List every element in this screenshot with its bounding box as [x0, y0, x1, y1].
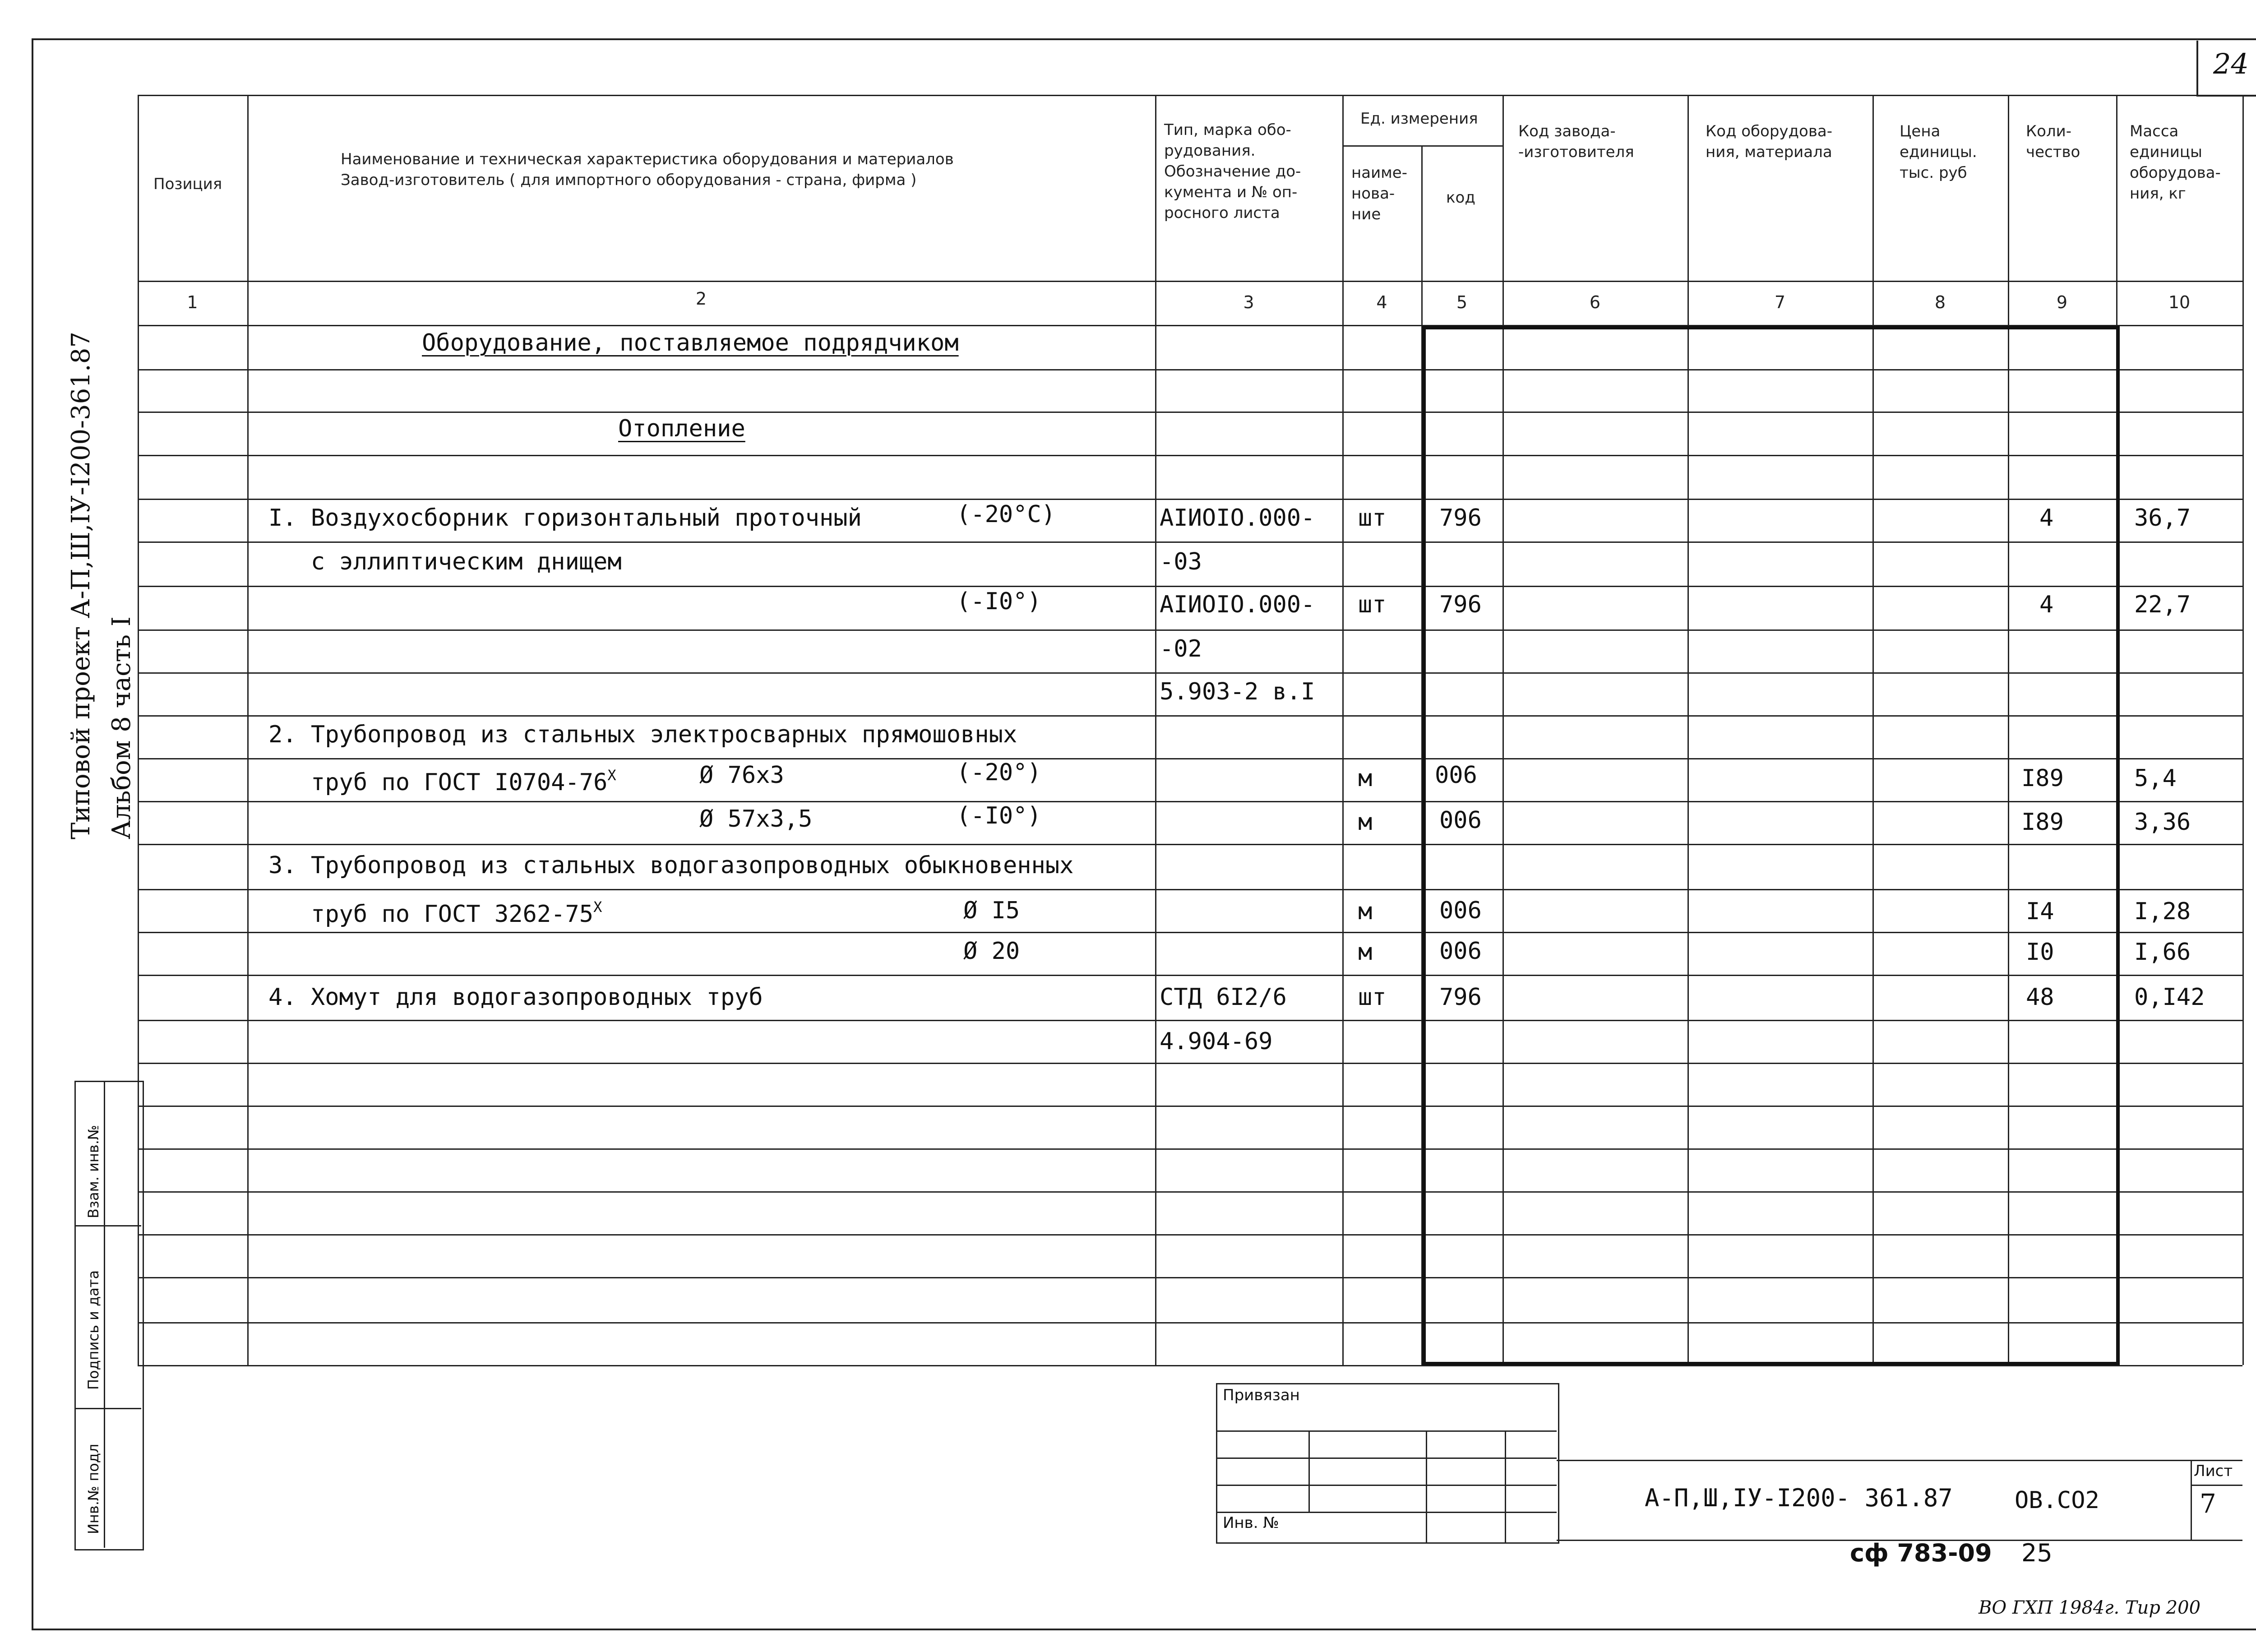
- item-qty: I89: [2021, 765, 2064, 792]
- item-mass: I,28: [2134, 898, 2191, 925]
- stamp-sign-date: Подпись и дата: [85, 1270, 102, 1390]
- item-code: 796: [1439, 984, 1482, 1011]
- item-doc: АIИОIO.000-: [1160, 591, 1315, 618]
- item-diameter: Ø 20: [963, 938, 1020, 965]
- header-unit-name: наиме- нова- ние: [1351, 164, 1407, 223]
- item-note: (-I0°): [957, 588, 1041, 615]
- item-qty: I89: [2021, 809, 2064, 836]
- item-doc: 4.904-69: [1160, 1028, 1273, 1055]
- col-number: 10: [2168, 292, 2191, 312]
- footer-print-note: ВО ГХП 1984г. Тир 200: [1979, 1597, 2201, 1618]
- stamp-code: ОВ.СО2: [2015, 1487, 2099, 1514]
- stamp-inv-label: Инв. №: [1223, 1514, 1279, 1532]
- item-unit: шт: [1358, 984, 1387, 1011]
- header-position: Позиция: [153, 175, 222, 193]
- col-number: 5: [1456, 292, 1468, 312]
- item-mass: I,66: [2134, 939, 2191, 966]
- item-doc: АIИОIO.000-: [1160, 504, 1315, 532]
- header-price: Цена единицы. тыс. руб: [1900, 122, 1977, 182]
- col-number: 1: [187, 292, 198, 312]
- header-unit: Ед. измерения: [1360, 110, 1478, 128]
- item-doc: -03: [1160, 548, 1202, 575]
- col-number: 8: [1934, 292, 1946, 312]
- item-code: 796: [1439, 591, 1482, 618]
- item-unit: м: [1358, 939, 1373, 966]
- stamp-bound-label: Привязан: [1223, 1386, 1300, 1404]
- item-mass: 36,7: [2134, 504, 2191, 532]
- item-name: с эллиптическим днищем: [268, 548, 622, 575]
- item-qty: 48: [2026, 984, 2054, 1011]
- item-mass: 0,I42: [2134, 984, 2205, 1011]
- item-diameter: Ø 57x3,5: [699, 805, 813, 833]
- header-unit-code: код: [1446, 189, 1475, 207]
- header-quantity: Коли- чество: [2026, 122, 2080, 161]
- item-unit: шт: [1358, 591, 1387, 618]
- col-number: 7: [1774, 292, 1786, 312]
- header-equipment-code: Код оборудова- ния, материала: [1706, 122, 1832, 161]
- item-diameter: Ø I5: [963, 897, 1020, 924]
- side-title-line1: Типовой проект А-П,Ш,IУ-I200-361.87: [66, 332, 96, 839]
- header-name-line1: Наименование и техническая характеристика оборудования и материалов: [341, 150, 954, 168]
- header-factory-code: Код завода- -изготовителя: [1518, 122, 1634, 161]
- col-number: 9: [2056, 292, 2068, 312]
- item-unit: м: [1358, 809, 1373, 836]
- footer-order: сф 783-09: [1850, 1539, 1992, 1567]
- col-number: 3: [1243, 292, 1254, 312]
- header-name-line2: Завод-изготовитель ( для импортного оборудования - страна, фирма ): [341, 171, 917, 189]
- item-name: 4. Хомут для водогазопроводных труб: [268, 984, 763, 1011]
- item-name: 2. Трубопровод из стальных электросварных прямошовных: [268, 721, 1017, 748]
- bold-code-box: [1422, 326, 2120, 1365]
- item-code: 796: [1439, 504, 1482, 532]
- section-heading: Оборудование, поставляемое подрядчиком: [422, 329, 959, 356]
- stamp-designation: А-П,Ш,IУ-I200- 361.87: [1645, 1484, 1953, 1512]
- item-unit: м: [1358, 765, 1373, 792]
- item-code: 006: [1439, 897, 1482, 924]
- item-name: труб по ГОСТ $I0704-76^X$: [268, 767, 616, 796]
- item-mass: 3,36: [2134, 809, 2191, 836]
- section-heading: Отопление: [618, 415, 745, 442]
- item-mass: 5,4: [2134, 765, 2177, 792]
- item-diameter: Ø 76x3: [699, 762, 784, 789]
- footer-number: 25: [2021, 1539, 2053, 1567]
- item-name: труб по ГОСТ $3262-75^X$: [268, 898, 602, 928]
- item-unit: шт: [1358, 504, 1387, 532]
- item-unit: м: [1358, 898, 1373, 925]
- stamp-sheet-label: Лист: [2194, 1462, 2233, 1480]
- item-qty: 4: [2039, 504, 2054, 532]
- header-mass: Масса единицы оборудова- ния, кг: [2130, 122, 2221, 203]
- item-doc: -02: [1160, 635, 1202, 662]
- item-code: 006: [1435, 762, 1477, 789]
- stamp-sheet-value: 7: [2200, 1488, 2216, 1519]
- item-note: (-20°C): [957, 501, 1056, 528]
- item-name: 3. Трубопровод из стальных водогазопроводных обыкновенных: [268, 852, 1074, 879]
- item-name: I. Воздухосборник горизонтальный проточный: [268, 504, 862, 532]
- corner-sheet-number: 24: [2213, 47, 2249, 80]
- item-note: (-20°): [957, 759, 1041, 786]
- item-qty: 4: [2039, 591, 2054, 618]
- item-code: 006: [1439, 807, 1482, 834]
- stamp-replace-inv: Взам. инв.№: [85, 1124, 102, 1218]
- side-title-line2: Альбом 8 часть I: [107, 616, 136, 839]
- header-type: Тип, марка обо- рудования. Обозначение до- кумента и № оп- росного листа: [1164, 121, 1301, 222]
- col-number: 2: [695, 289, 707, 309]
- side-title: [61, 332, 142, 839]
- col-number: 4: [1376, 292, 1387, 312]
- item-doc: 5.903-2 в.I: [1160, 678, 1315, 705]
- item-qty: I4: [2026, 898, 2054, 925]
- item-mass: 22,7: [2134, 591, 2191, 618]
- item-code: 006: [1439, 938, 1482, 965]
- item-note: (-I0°): [957, 802, 1041, 829]
- stamp-inv-orig: Инв.№ подл: [85, 1444, 102, 1534]
- item-doc: СТД 6I2/6: [1160, 984, 1287, 1011]
- col-number: 6: [1589, 292, 1601, 312]
- item-qty: I0: [2026, 939, 2054, 966]
